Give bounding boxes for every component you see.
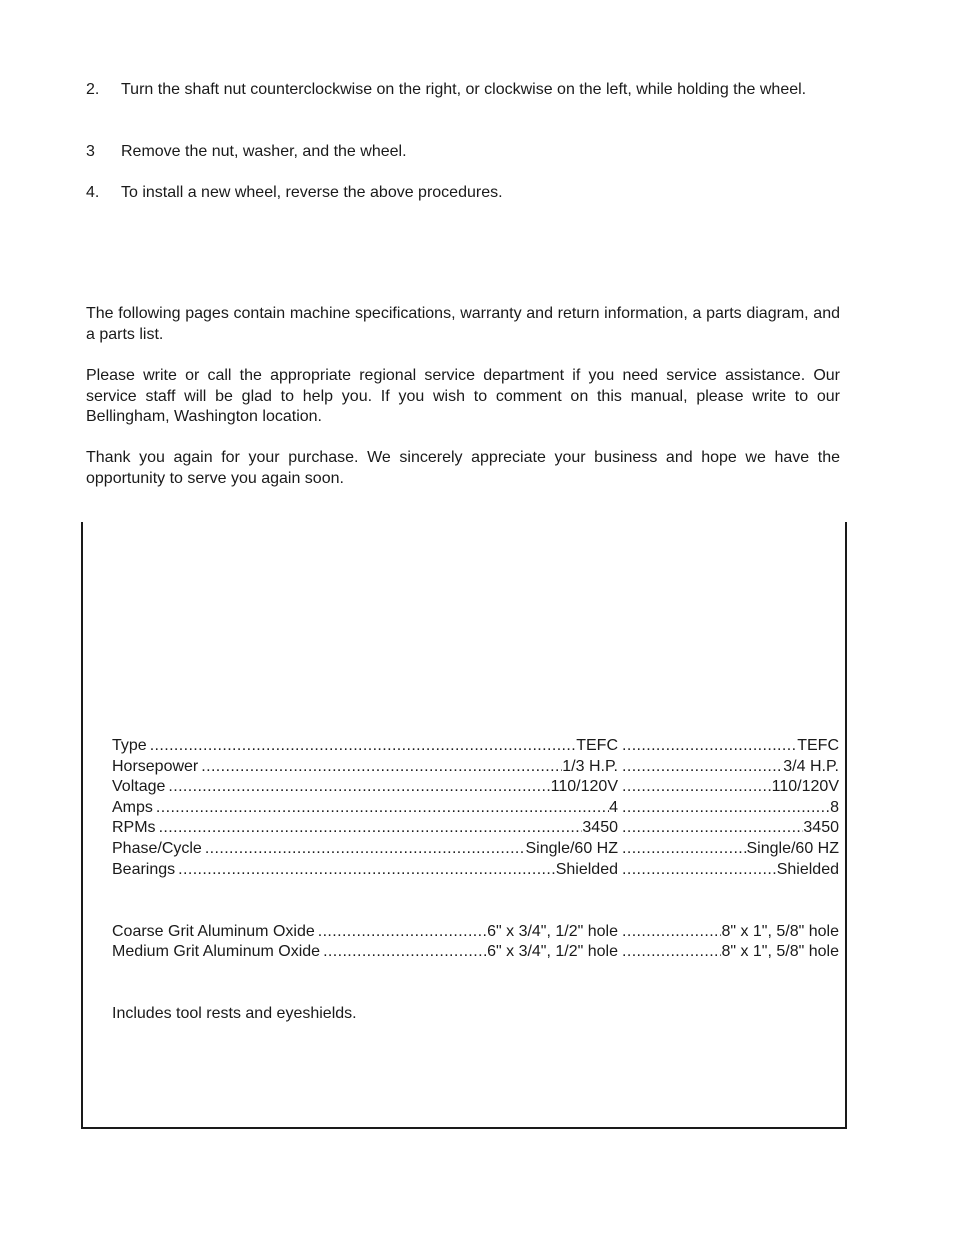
- spec-value-large: 8: [830, 799, 839, 816]
- service-paragraph: Please write or call the appropriate regional service department if you need service assistance. Our service staff will be glad to help you. If you wish to comment on this manual, please write to our Bellingham, Washington location.: [86, 367, 840, 425]
- spec-value-large: Shielded: [776, 861, 839, 878]
- step-text: Remove the nut, washer, and the wheel.: [121, 143, 407, 160]
- spec-row-type: [112, 736, 839, 756]
- thanks-paragraph: Thank you again for your purchase. We sincerely appreciate your business and hope we have the opportunity to serve you again soon.: [86, 449, 840, 487]
- spec-label: Amps: [112, 799, 153, 816]
- spec-value-small: 4: [609, 799, 618, 816]
- spec-label: Horsepower: [112, 758, 199, 775]
- includes-note: Includes tool rests and eyeshields.: [112, 1005, 357, 1022]
- step-number: 4.: [86, 184, 100, 201]
- spec-row-phase-cycle: [112, 839, 839, 859]
- spec-value-large: 3/4 H.P.: [783, 758, 839, 775]
- wheel-value-large: 8" x 1", 5/8" hole: [721, 943, 839, 960]
- spec-value-large: TEFC: [797, 737, 839, 754]
- spec-value-small: TEFC: [576, 737, 618, 754]
- step-number: 3: [86, 143, 95, 160]
- spec-row-amps: [112, 798, 839, 818]
- spec-label: RPMs: [112, 819, 156, 836]
- step-number: 2.: [86, 81, 100, 98]
- spec-row-bearings: [112, 860, 839, 880]
- wheel-value-large: 8" x 1", 5/8" hole: [721, 923, 839, 940]
- spec-value-large: 3450: [803, 819, 839, 836]
- spec-label: Type: [112, 737, 147, 754]
- spec-row-horsepower: [112, 757, 839, 777]
- wheel-row-coarse: [112, 922, 839, 942]
- step-text: Turn the shaft nut counterclockwise on the right, or clockwise on the left, while holding the wheel.: [121, 81, 807, 98]
- spec-value-small: 110/120V: [550, 778, 618, 795]
- step-text: To install a new wheel, reverse the above procedures.: [121, 184, 503, 201]
- spec-value-small: 1/3 H.P.: [562, 758, 618, 775]
- wheel-row-medium: [112, 942, 839, 962]
- step-3: [86, 141, 840, 162]
- intro-paragraph: The following pages contain machine specifications, warranty and return information, a parts diagram, and a parts list.: [86, 305, 840, 343]
- spec-value-small: Shielded: [555, 861, 618, 878]
- step-2: [86, 79, 840, 100]
- wheel-value-small: 6" x 3/4", 1/2" hole: [487, 943, 618, 960]
- spec-row-voltage: [112, 777, 839, 797]
- spec-value-small: 3450: [582, 819, 618, 836]
- spec-label: Phase/Cycle: [112, 840, 202, 857]
- spec-value-large: 110/120V: [771, 778, 839, 795]
- spec-row-rpms: [112, 818, 839, 838]
- wheel-label: Coarse Grit Aluminum Oxide: [112, 923, 315, 940]
- spec-value-small: Single/60 HZ: [525, 840, 618, 857]
- spec-label: Voltage: [112, 778, 166, 795]
- spec-label: Bearings: [112, 861, 176, 878]
- step-4: [86, 182, 840, 203]
- spec-value-large: Single/60 HZ: [746, 840, 839, 857]
- wheel-value-small: 6" x 3/4", 1/2" hole: [487, 923, 618, 940]
- wheel-label: Medium Grit Aluminum Oxide: [112, 943, 321, 960]
